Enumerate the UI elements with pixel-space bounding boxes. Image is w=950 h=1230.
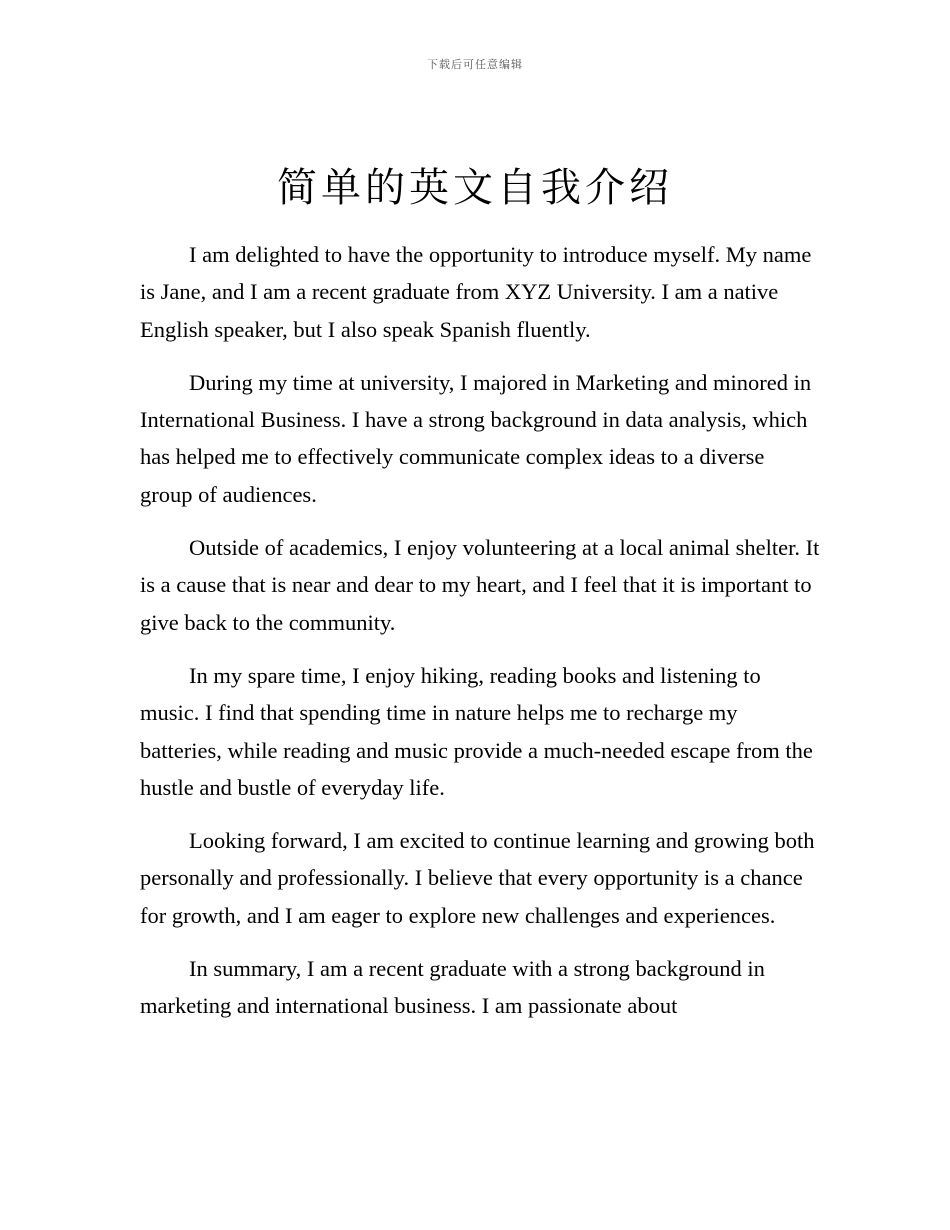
paragraph-education: During my time at university, I majored in Marketing and minored in International Business. I have a strong background in data analysis, which has helped me to effectively communicate complex ideas to a diverse group of audiences.: [140, 369, 812, 507]
paragraph-introduction: I am delighted to have the opportunity to introduce myself. My name is Jane, and I am a recent graduate from XYZ University. I am a native English speaker, but I also speak Spanish fluently.: [140, 242, 812, 342]
document-body: [140, 236, 820, 1041]
paragraph-hobbies: In my spare time, I enjoy hiking, reading books and listening to music. I find that spending time in nature helps me to recharge my batteries, while reading and music provide a much-needed escape from the hustle and bustle of everyday life.: [140, 662, 813, 800]
document-title: 简单的英文自我介绍: [277, 165, 673, 211]
paragraph-volunteering: Outside of academics, I enjoy volunteering at a local animal shelter. It is a cause that is near and dear to my heart, and I feel that it is important to give back to the community.: [140, 535, 820, 635]
paragraph-future-goals: Looking forward, I am excited to continue learning and growing both personally and professionally. I believe that every opportunity is a chance for growth, and I am eager to explore new challenges and experiences.: [140, 828, 815, 928]
paragraph-summary: In summary, I am a recent graduate with a strong background in marketing and international business. I am passionate about: [140, 956, 765, 1019]
page-header-note: 下载后可任意编辑: [427, 58, 523, 71]
